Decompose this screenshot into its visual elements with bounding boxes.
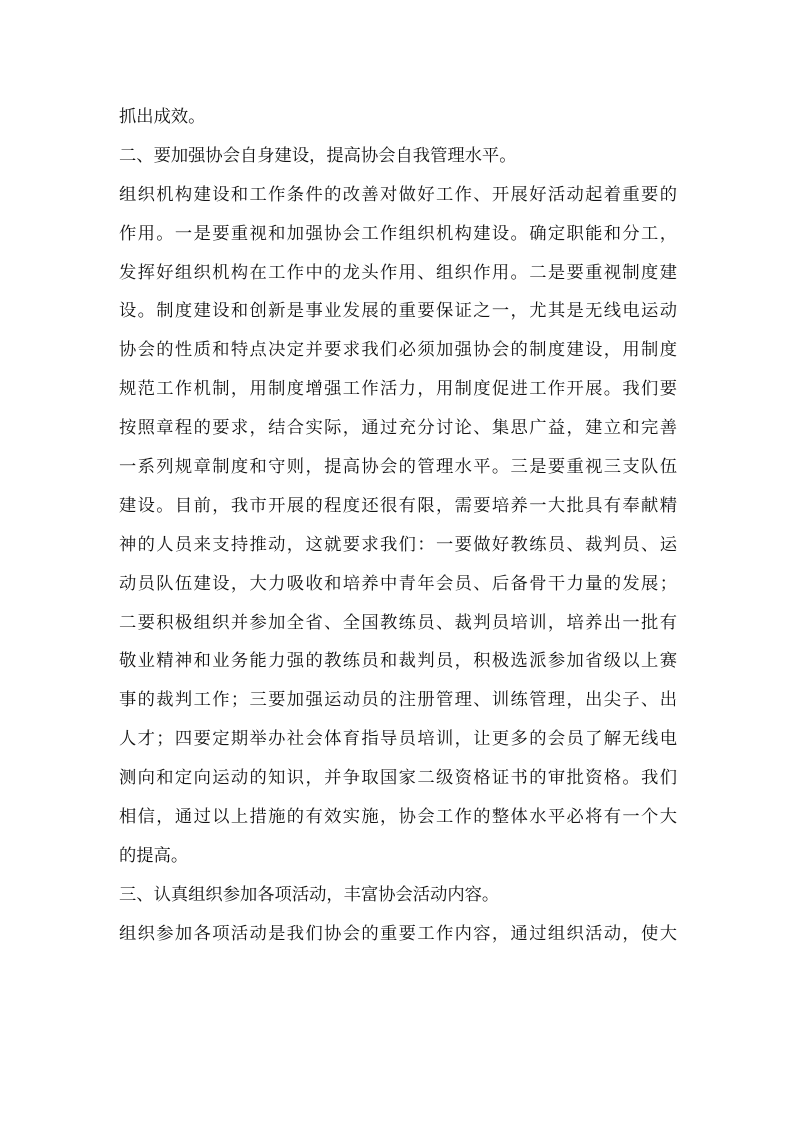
- text-line: 三、认真组织参加各项活动，丰富协会活动内容。: [119, 884, 500, 905]
- text-line: 的提高。: [119, 845, 189, 866]
- text-line: 规范工作机制，用制度增强工作活力，用制度促进工作开展。我们要: [119, 379, 677, 400]
- text-line: 事的裁判工作；三要加强运动员的注册管理、训练管理，出尖子、出: [119, 690, 677, 711]
- text-line: 组织机构建设和工作条件的改善对做好工作、开展好活动起着重要的: [119, 184, 677, 205]
- text-line: 组织参加各项活动是我们协会的重要工作内容，通过组织活动，使大: [119, 923, 677, 944]
- paragraph-continuation: [119, 98, 677, 137]
- text-line: 作用。一是要重视和加强协会工作组织机构建设。确定职能和分工，: [119, 223, 677, 244]
- text-line: 测向和定向运动的知识，并争取国家二级资格证书的审批资格。我们: [119, 768, 677, 789]
- text-line: 人才；四要定期举办社会体育指导员培训，让更多的会员了解无线电: [119, 729, 677, 750]
- text-line: 相信，通过以上措施的有效实施，协会工作的整体水平必将有一个大: [119, 807, 677, 828]
- text-line: 按照章程的要求，结合实际，通过充分讨论、集思广益，建立和完善: [119, 418, 677, 439]
- text-line: 发挥好组织机构在工作中的龙头作用、组织作用。二是要重视制度建: [119, 262, 677, 283]
- section-heading-3: [119, 876, 677, 915]
- paragraph-organization: [119, 176, 677, 876]
- body-text: [119, 98, 677, 954]
- text-line: 设。制度建设和创新是事业发展的重要保证之一，尤其是无线电运动: [119, 301, 677, 322]
- section-heading-2: [119, 137, 677, 176]
- text-line: 动员队伍建设，大力吸收和培养中青年会员、后备骨干力量的发展；: [119, 573, 677, 594]
- text-line: 建设。目前，我市开展的程度还很有限，需要培养一大批具有奉献精: [119, 495, 677, 516]
- paragraph-activities: [119, 915, 677, 954]
- text-line: 敬业精神和业务能力强的教练员和裁判员，积极选派参加省级以上赛: [119, 651, 677, 672]
- text-line: 一系列规章制度和守则，提高协会的管理水平。三是要重视三支队伍: [119, 457, 677, 478]
- text-line: 二、要加强协会自身建设，提高协会自我管理水平。: [119, 145, 517, 166]
- text-line: 二要积极组织并参加全省、全国教练员、裁判员培训，培养出一批有: [119, 612, 677, 633]
- text-line: 抓出成效。: [119, 107, 206, 127]
- text-line: 神的人员来支持推动，这就要求我们：一要做好教练员、裁判员、运: [119, 534, 677, 555]
- text-line: 协会的性质和特点决定并要求我们必须加强协会的制度建设，用制度: [119, 340, 677, 361]
